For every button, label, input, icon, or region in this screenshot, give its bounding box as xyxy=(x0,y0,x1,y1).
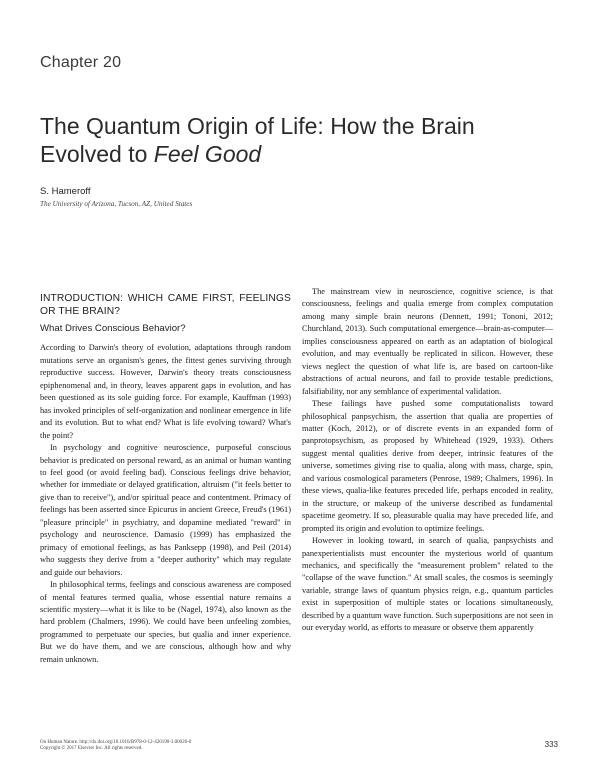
copyright-footer xyxy=(40,740,240,753)
page-number: 333 xyxy=(544,740,558,749)
author-name: S. Hameroff xyxy=(40,186,91,197)
body-paragraph: In psychology and cognitive neuroscience, purposeful conscious behavior is predicated on personal reward, as an animal or human wanting to feel good (or avoid feeling bad). Conscious feelings drive behavior, whether for immediate or delayed gratification, altruism ("it feels better to give than to receive"), and/or spiritual peace and contentment. Primacy of feelings has been asserted since Epicurus in ancient Greece, Freud's (1961) "pleasure principle" in psychiatry, and dopamine mediated "reward" in psychology and neuroscience. Damasio (1999) has emphasized the primacy of emotional feelings, as has Panksepp (1998), and Peil (2014) who suggests they derive from a "deeper authority" which may regulate and guide our behaviors. xyxy=(40,443,291,577)
right-column xyxy=(302,286,553,635)
subsection-heading: What Drives Conscious Behavior? xyxy=(40,323,186,334)
chapter-label: Chapter 20 xyxy=(40,54,122,71)
footer-copyright-line: Copyright © 2017 Elsevier Inc. All rights reserved. xyxy=(40,746,143,752)
body-paragraph: However in looking toward, in search of qualia, panpsychists and panexperientialists must encounter the mysterious world of quantum mechanics, and specifically the "measurement problem" related to the "collapse of the wave function." At small scales, the cosmos is seemingly variable, strange laws of quantum physics reign, e.g., quantum particles exist in superposition of multiple states or locations simultaneously, described by a quantum wave function. Such superpositions are not seen in our everyday world, as efforts to measure or observe them apparently xyxy=(302,536,553,633)
section-heading: INTRODUCTION: WHICH CAME FIRST, FEELINGS OR THE BRAIN? xyxy=(40,293,291,317)
body-paragraph: In philosophical terms, feelings and conscious awareness are composed of mental features termed qualia, whose essential nature remains a scientific mystery—what it is like to be (Nagel, 1974), also known as the hard problem (Chalmers, 1996). We could have been unfeeling zombies, programmed to perpetuate our species, but qualia and inner experience. But we do have them, and we are conscious, although how and why remain unknown. xyxy=(40,580,291,664)
chapter-title-main: The Quantum Origin of Life: How the Brain Evolved to xyxy=(40,113,475,167)
body-paragraph: The mainstream view in neuroscience, cognitive science, is that consciousness, feelings and qualia emerge from complex computation among many simple brain neurons (Dennett, 1991; Tononi, 2012; Churchland, 2013). Such computational emergence—brain-as-computer—implies consciousness appeared on earth as an adaptation of biological evolution, and may eventually be replicated in silicon. However, these views neglect the question of what life is, are based on cartoon-like abstractions of actual neurons, and fail to provide testable predictions, falsifiability, nor any semblance of experimental validation. xyxy=(302,287,553,396)
author-affiliation: The University of Arizona, Tucson, AZ, United States xyxy=(40,200,193,208)
footer-doi-line: On Human Nature. http://dx.doi.org/10.1016/B978-0-12-420190-3.00020-0 xyxy=(40,740,192,745)
left-column xyxy=(40,286,291,666)
chapter-title xyxy=(40,112,560,168)
body-paragraph: According to Darwin's theory of evolution, adaptations through random mutations serve an organism's genes, the fittest genes surviving through reproductive success. However, Darwin's theory treats consciousness epiphenomenal and, in theory, leaves apparent gaps in evolution, and has been questioned as its sole guiding force. For example, Kauffman (1993) has invoked principles of self-organization and nonlinear emergence in life and its evolution. But to what end? What is life evolving toward? What's the point? xyxy=(40,343,291,440)
body-paragraph: These failings have pushed some computationalists toward philosophical panpsychism, the assertion that qualia are properties of matter (Koch, 2012), or of discrete events in an expanded form of panprotopsychism, as proposed by Whitehead (1929, 1933). Others suggest mental qualities derive from deeper, intrinsic features of the universe, sometimes giving rise to qualia, along with mass, charge, spin, and various cosmological parameters (Penrose, 1989; Chalmers, 1996). In these views, qualia-like features preceded life, perhaps encoded in reality, in the structure, or makeup of the universe described as fundamental spacetime geometry. If so, pleasurable qualia may have preceded life, and prompted its origin and evolution to optimize feelings. xyxy=(302,399,553,533)
chapter-title-emphasis: Feel Good xyxy=(153,141,262,167)
